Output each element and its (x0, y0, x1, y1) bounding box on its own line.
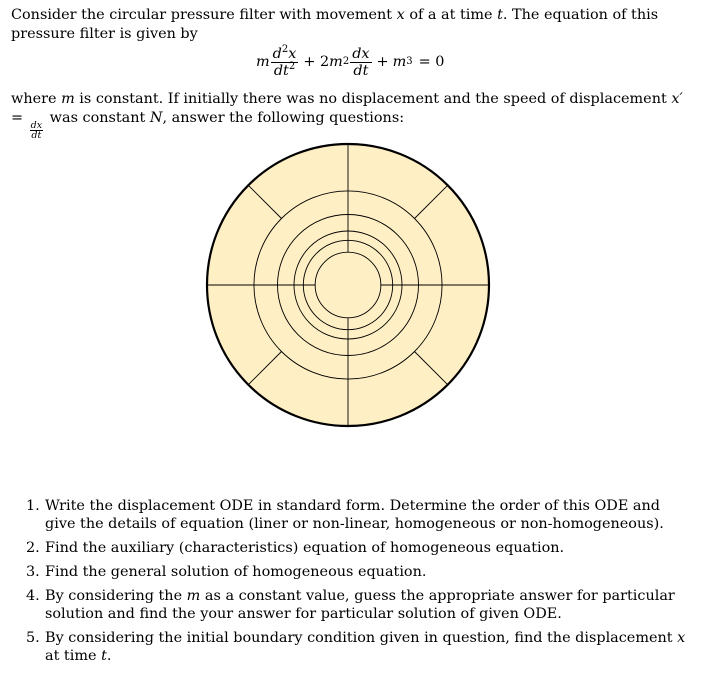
question-number: 5. (26, 630, 40, 646)
var-N: N (149, 110, 163, 126)
question-number: 1. (26, 498, 40, 514)
var-x-prime: x′ (671, 91, 683, 107)
question-number: 2. (26, 540, 40, 556)
first-derivative-fraction (350, 46, 371, 79)
question-text-post: . (106, 648, 112, 664)
eq-coef3: m (392, 54, 407, 70)
question-number: 4. (26, 588, 40, 604)
eq-coef-m: m (256, 54, 270, 70)
question-text-mid: at time (45, 648, 102, 664)
eq-coef2: m (329, 54, 343, 70)
where-text-2: is constant. If initially there was no displacement and the speed of displacement (74, 91, 672, 107)
where-paragraph (11, 90, 683, 140)
question-var-m: m (186, 588, 201, 604)
question-3 (0, 563, 686, 581)
question-text: Write the displacement ODE in standard form. Determine the order of this ODE and give the details of equation (liner or non-linear, homogeneous or non-homogeneous). (45, 498, 664, 532)
question-var-x: x (677, 630, 686, 646)
eq-plus: + (376, 54, 389, 70)
second-derivative-fraction (271, 43, 299, 79)
ode-equation: m $\frac{d^2x}{dt^2}$ + 2 m 2 $\frac{dx}{dt}$ + m 3 = 0 (256, 43, 445, 79)
var-m: m (61, 91, 75, 107)
eq-d: d (272, 45, 282, 62)
where-text-1: where (11, 91, 62, 107)
question-var-t: t (101, 648, 107, 664)
eq-dt: dt (273, 62, 289, 79)
inline-dt: dt (31, 130, 42, 141)
question-5 (0, 629, 686, 665)
question-2 (0, 539, 686, 557)
intro-text-1: Consider the circular pressure filter with movement (11, 7, 397, 23)
where-text-3: was constant (45, 110, 150, 126)
question-text-pre: By considering the initial boundary condition given in question, find the displacement (45, 630, 678, 646)
intro-paragraph (11, 6, 683, 44)
eq-dt-sup: 2 (288, 60, 296, 72)
where-eq-sign: = (11, 110, 28, 126)
question-4 (0, 587, 686, 623)
intro-text-2: of a at time (404, 7, 498, 23)
filter-drawing (207, 144, 489, 426)
where-text-4: , answer the following questions: (162, 110, 405, 126)
eq-plus-2: + 2 (303, 54, 330, 70)
eq-dx: dx (352, 45, 370, 62)
eq-x: x (288, 45, 297, 62)
circular-filter-figure (203, 140, 493, 430)
eq-dt2: dt (353, 62, 369, 79)
intro-text-3: . The equation of this pressure filter is given by (11, 7, 659, 42)
question-1 (0, 497, 686, 533)
eq-d-sup: 2 (281, 43, 289, 55)
question-text: Find the general solution of homogeneous equation. (45, 564, 427, 580)
question-text: Find the auxiliary (characteristics) equation of homogeneous equation. (45, 540, 565, 556)
question-text-pre: By considering the (45, 588, 187, 604)
var-x: x (396, 7, 405, 23)
inline-dx: dx (30, 120, 43, 131)
question-list (0, 497, 686, 671)
eq-equals-zero: = 0 (418, 54, 445, 70)
question-text-post: as a constant value, guess the appropriate answer for particular solution and find the your answer for particular solution of given ODE. (45, 588, 675, 622)
var-t: t (497, 7, 503, 23)
question-number: 3. (26, 564, 40, 580)
inline-dx-dt-fraction (30, 121, 43, 140)
